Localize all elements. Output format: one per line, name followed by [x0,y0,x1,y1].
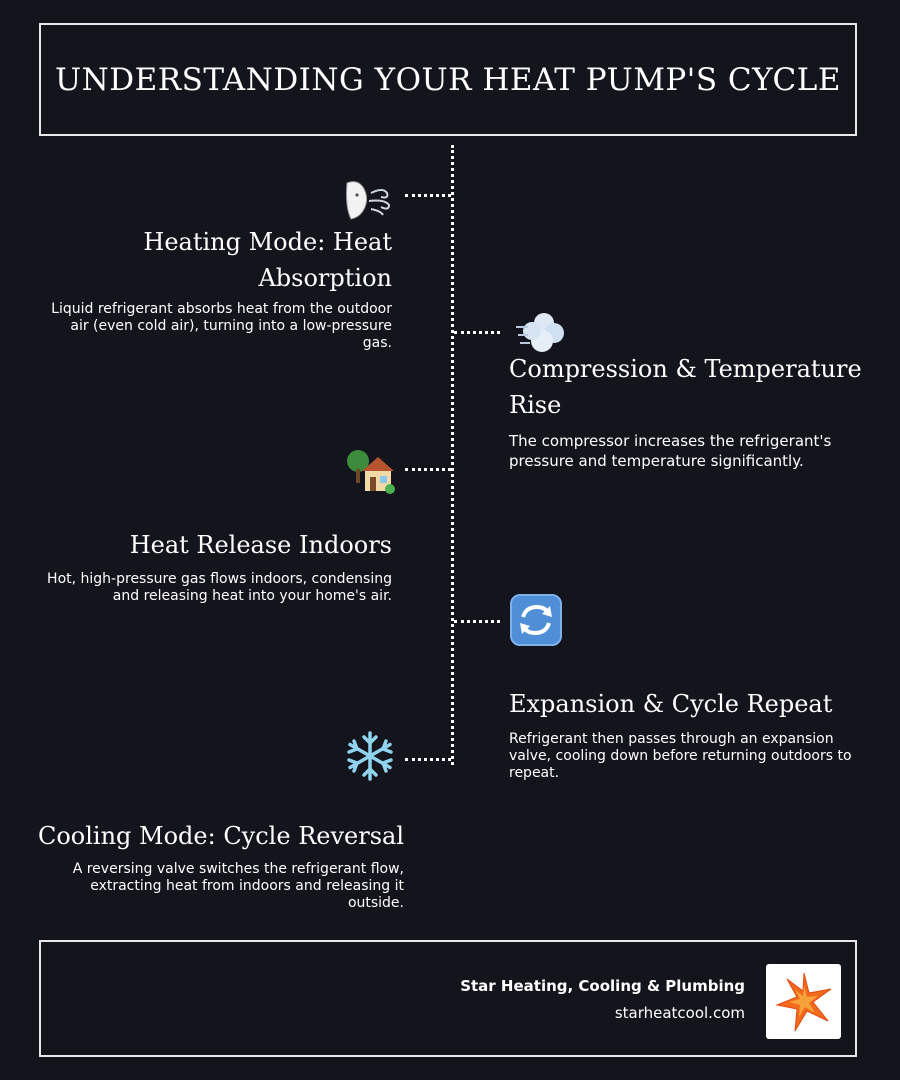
step-title: Cooling Mode: Cycle Reversal [37,822,404,850]
connector [405,194,451,197]
step-description: Refrigerant then passes through an expansion valve, cooling down before returning outdoors to repeat. [509,731,852,781]
timeline-line [451,145,454,765]
step-description: Liquid refrigerant absorbs heat from the outdoor air (even cold air), turning into a low-pressure gas. [51,301,392,351]
step-title: Expansion & Cycle Repeat [509,690,833,718]
connector [405,758,451,761]
page-title: UNDERSTANDING YOUR HEAT PUMP'S CYCLE [55,61,841,98]
snowflake-icon [344,730,396,782]
step-title: Heating Mode: Heat Absorption [143,228,392,292]
footer [39,940,857,1057]
connector [405,468,451,471]
step-description: A reversing valve switches the refrigerant flow, extracting heat from indoors and releasing it outside. [72,861,404,911]
step-description: The compressor increases the refrigerant's pressure and temperature significantly. [509,432,832,470]
star-logo-icon [766,964,841,1039]
connector [454,620,500,623]
step-title: Compression & Temperature Rise [509,355,862,419]
house-with-garden-icon [344,444,396,496]
company-name: Star Heating, Cooling & Plumbing [460,977,745,995]
step-description: Hot, high-pressure gas flows indoors, condensing and releasing heat into your home's air. [47,571,392,604]
wind-face-icon [342,173,394,225]
connector [454,331,500,334]
counterclockwise-arrows-icon [510,594,562,646]
company-url[interactable]: starheatcool.com [614,1004,745,1022]
step-title: Heat Release Indoors [129,531,392,559]
header [39,23,857,136]
